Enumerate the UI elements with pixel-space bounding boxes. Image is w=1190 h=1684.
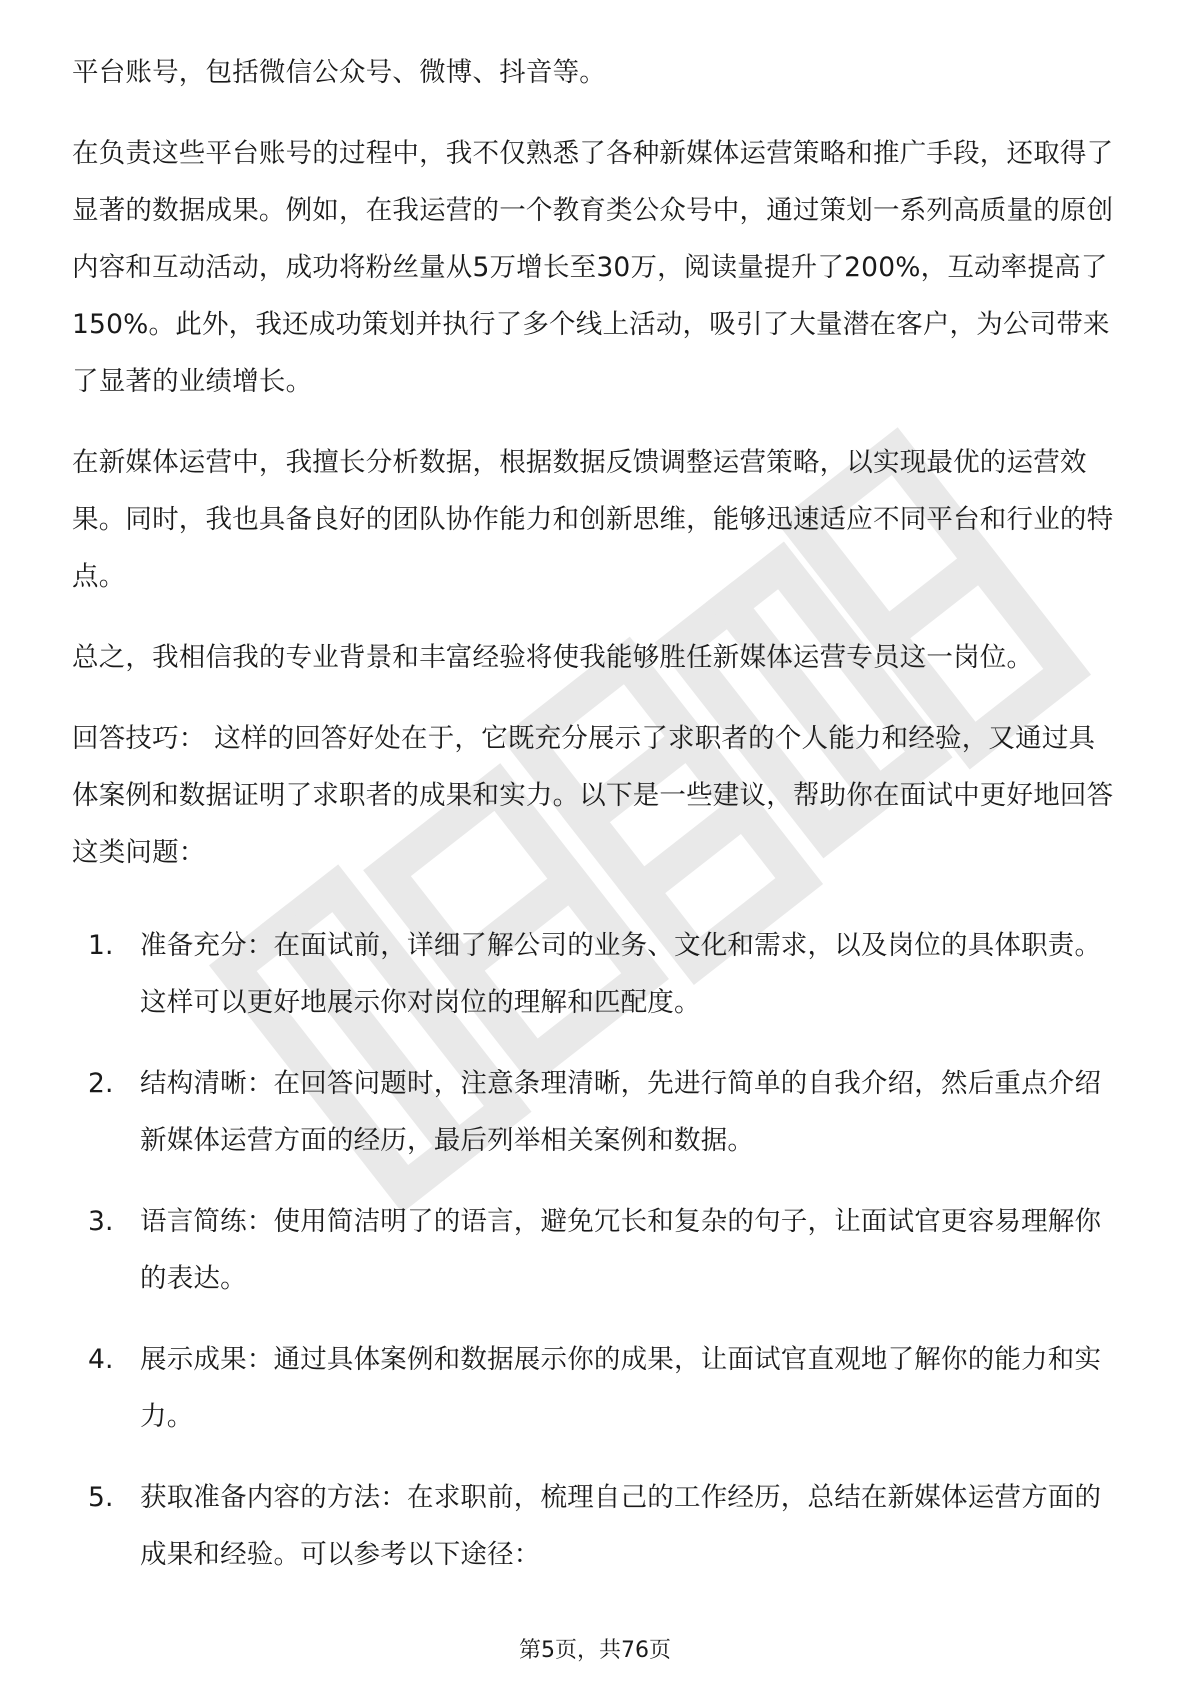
list-item — [72, 1469, 1118, 1583]
list-number: 2. — [88, 1068, 114, 1099]
tips-paragraph: 回答技巧： 这样的回答好处在于，它既充分展示了求职者的个人能力和经验，又通过具体案例和数据证明了求职者的成果和实力。以下是一些建议，帮助你在面试中更好地回答这类问题： — [72, 723, 1114, 868]
list-text: 展示成果：通过具体案例和数据展示你的成果，让面试官直观地了解你的能力和实力。 — [140, 1344, 1102, 1432]
list-item — [72, 1331, 1118, 1445]
list-number: 4. — [88, 1344, 114, 1375]
paragraph: 总之，我相信我的专业背景和丰富经验将使我能够胜任新媒体运营专员这一岗位。 — [72, 642, 1034, 673]
list-number: 5. — [88, 1482, 114, 1513]
paragraph: 平台账号，包括微信公众号、微博、抖音等。 — [72, 57, 606, 88]
list-text: 获取准备内容的方法：在求职前，梳理自己的工作经历，总结在新媒体运营方面的成果和经验。可以参考以下途径： — [140, 1482, 1102, 1570]
paragraph: 在新媒体运营中，我擅长分析数据，根据数据反馈调整运营策略，以实现最优的运营效果。同时，我也具备良好的团队协作能力和创新思维，能够迅速适应不同平台和行业的特点。 — [72, 447, 1114, 592]
tips-list — [72, 917, 1118, 1583]
list-item — [72, 1055, 1118, 1169]
list-text: 语言简练：使用简洁明了的语言，避免冗长和复杂的句子，让面试官更容易理解你的表达。 — [140, 1206, 1102, 1294]
list-text: 准备充分：在面试前，详细了解公司的业务、文化和需求，以及岗位的具体职责。这样可以更好地展示你对岗位的理解和匹配度。 — [140, 930, 1102, 1018]
list-text: 结构清晰：在回答问题时，注意条理清晰，先进行简单的自我介绍，然后重点介绍新媒体运营方面的经历，最后列举相关案例和数据。 — [140, 1068, 1102, 1156]
page-number-footer: 第5页，共76页 — [519, 1638, 671, 1663]
list-item — [72, 1193, 1118, 1307]
list-item — [72, 917, 1118, 1031]
paragraph: 在负责这些平台账号的过程中，我不仅熟悉了各种新媒体运营策略和推广手段，还取得了显著的数据成果。例如，在我运营的一个教育类公众号中，通过策划一系列高质量的原创内容和互动活动，成功将粉丝量从5万增长至30万，阅读量提升了200%，互动率提高了150%。此外，我还成功策划并执行了多个线上活动，吸引了大量潜在客户，为公司带来了显著的业绩增长。 — [72, 138, 1114, 397]
document-body — [72, 44, 1118, 1607]
list-number: 1. — [88, 930, 114, 961]
list-number: 3. — [88, 1206, 114, 1237]
